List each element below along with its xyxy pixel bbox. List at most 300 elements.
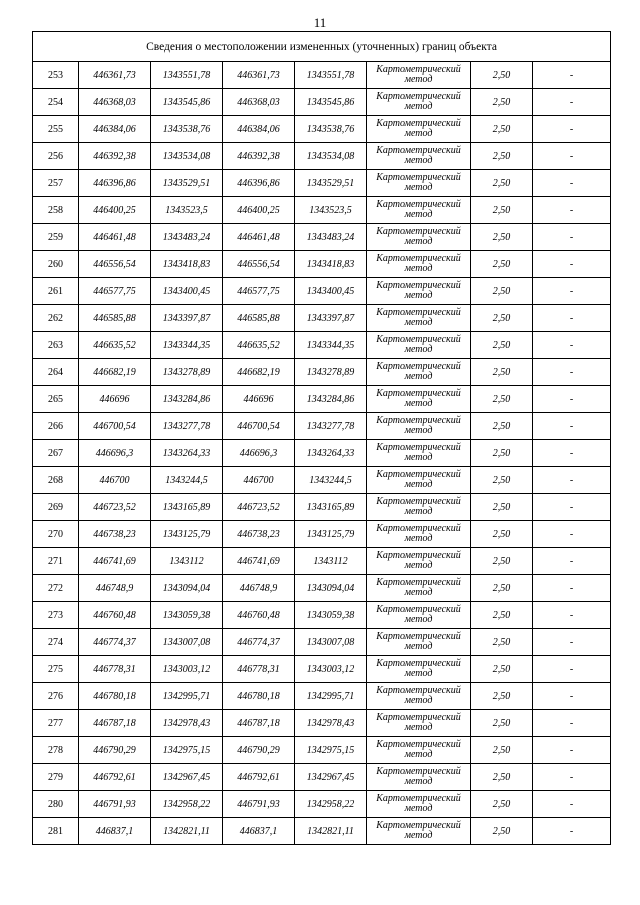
method-line-1: Картометрический bbox=[376, 172, 461, 183]
description-cell: - bbox=[533, 710, 611, 737]
method-line-2: метод bbox=[404, 155, 433, 166]
method-line-1: Картометрический bbox=[376, 793, 461, 804]
refined-y-cell: 1342975,15 bbox=[295, 737, 367, 764]
precision-cell: 2,50 bbox=[471, 89, 533, 116]
method-line-2: метод bbox=[404, 668, 433, 679]
refined-x-cell: 446696 bbox=[223, 386, 295, 413]
refined-x-cell: 446700,54 bbox=[223, 413, 295, 440]
precision-cell: 2,50 bbox=[471, 62, 533, 89]
refined-x-cell: 446741,69 bbox=[223, 548, 295, 575]
table-row bbox=[33, 521, 611, 548]
existing-y-cell: 1343244,5 bbox=[151, 467, 223, 494]
method-cell bbox=[367, 602, 471, 629]
existing-x-cell: 446700 bbox=[79, 467, 151, 494]
method-cell bbox=[367, 386, 471, 413]
method-line-1: Картометрический bbox=[376, 658, 461, 669]
method-cell bbox=[367, 116, 471, 143]
existing-x-cell: 446396,86 bbox=[79, 170, 151, 197]
refined-y-cell: 1343545,86 bbox=[295, 89, 367, 116]
point-number-cell: 279 bbox=[33, 764, 79, 791]
precision-cell: 2,50 bbox=[471, 197, 533, 224]
table-row bbox=[33, 332, 611, 359]
existing-x-cell: 446837,1 bbox=[79, 818, 151, 845]
point-number-cell: 266 bbox=[33, 413, 79, 440]
existing-x-cell: 446700,54 bbox=[79, 413, 151, 440]
description-cell: - bbox=[533, 494, 611, 521]
method-line-2: метод bbox=[404, 344, 433, 355]
method-line-1: Картометрический bbox=[376, 64, 461, 75]
description-cell: - bbox=[533, 629, 611, 656]
method-line-1: Картометрический bbox=[376, 496, 461, 507]
method-cell bbox=[367, 278, 471, 305]
method-line-2: метод bbox=[404, 182, 433, 193]
precision-cell: 2,50 bbox=[471, 494, 533, 521]
table-row bbox=[33, 386, 611, 413]
existing-y-cell: 1343534,08 bbox=[151, 143, 223, 170]
existing-x-cell: 446723,52 bbox=[79, 494, 151, 521]
method-line-1: Картометрический bbox=[376, 280, 461, 291]
refined-y-cell: 1343244,5 bbox=[295, 467, 367, 494]
refined-x-cell: 446778,31 bbox=[223, 656, 295, 683]
refined-x-cell: 446400,25 bbox=[223, 197, 295, 224]
table-row bbox=[33, 602, 611, 629]
table-row bbox=[33, 656, 611, 683]
point-number-cell: 278 bbox=[33, 737, 79, 764]
description-cell: - bbox=[533, 305, 611, 332]
refined-y-cell: 1343344,35 bbox=[295, 332, 367, 359]
refined-x-cell: 446577,75 bbox=[223, 278, 295, 305]
method-line-1: Картометрический bbox=[376, 91, 461, 102]
point-number-cell: 280 bbox=[33, 791, 79, 818]
method-line-1: Картометрический bbox=[376, 685, 461, 696]
precision-cell: 2,50 bbox=[471, 656, 533, 683]
existing-x-cell: 446461,48 bbox=[79, 224, 151, 251]
refined-x-cell: 446748,9 bbox=[223, 575, 295, 602]
refined-y-cell: 1343534,08 bbox=[295, 143, 367, 170]
refined-y-cell: 1342978,43 bbox=[295, 710, 367, 737]
description-cell: - bbox=[533, 683, 611, 710]
precision-cell: 2,50 bbox=[471, 575, 533, 602]
description-cell: - bbox=[533, 818, 611, 845]
existing-y-cell: 1343165,89 bbox=[151, 494, 223, 521]
existing-y-cell: 1342995,71 bbox=[151, 683, 223, 710]
refined-y-cell: 1343397,87 bbox=[295, 305, 367, 332]
method-line-1: Картометрический bbox=[376, 442, 461, 453]
existing-y-cell: 1343551,78 bbox=[151, 62, 223, 89]
refined-x-cell: 446792,61 bbox=[223, 764, 295, 791]
method-line-1: Картометрический bbox=[376, 712, 461, 723]
method-cell bbox=[367, 818, 471, 845]
existing-x-cell: 446392,38 bbox=[79, 143, 151, 170]
refined-y-cell: 1343538,76 bbox=[295, 116, 367, 143]
method-cell bbox=[367, 89, 471, 116]
method-line-2: метод bbox=[404, 263, 433, 274]
existing-y-cell: 1343007,08 bbox=[151, 629, 223, 656]
table-row bbox=[33, 548, 611, 575]
existing-x-cell: 446696 bbox=[79, 386, 151, 413]
table-row bbox=[33, 359, 611, 386]
description-cell: - bbox=[533, 386, 611, 413]
existing-x-cell: 446556,54 bbox=[79, 251, 151, 278]
method-line-2: метод bbox=[404, 560, 433, 571]
description-cell: - bbox=[533, 359, 611, 386]
description-cell: - bbox=[533, 602, 611, 629]
description-cell: - bbox=[533, 413, 611, 440]
existing-y-cell: 1343059,38 bbox=[151, 602, 223, 629]
table-row bbox=[33, 170, 611, 197]
refined-x-cell: 446585,88 bbox=[223, 305, 295, 332]
method-line-1: Картометрический bbox=[376, 577, 461, 588]
description-cell: - bbox=[533, 737, 611, 764]
page-number: 11 bbox=[313, 15, 327, 30]
table-row bbox=[33, 224, 611, 251]
method-line-2: метод bbox=[404, 74, 433, 85]
description-cell: - bbox=[533, 251, 611, 278]
method-cell bbox=[367, 656, 471, 683]
existing-x-cell: 446384,06 bbox=[79, 116, 151, 143]
method-line-1: Картометрический bbox=[376, 739, 461, 750]
method-line-1: Картометрический bbox=[376, 334, 461, 345]
point-number-cell: 264 bbox=[33, 359, 79, 386]
precision-cell: 2,50 bbox=[471, 251, 533, 278]
precision-cell: 2,50 bbox=[471, 710, 533, 737]
refined-y-cell: 1343003,12 bbox=[295, 656, 367, 683]
existing-y-cell: 1343523,5 bbox=[151, 197, 223, 224]
point-number-cell: 269 bbox=[33, 494, 79, 521]
point-number-cell: 273 bbox=[33, 602, 79, 629]
description-cell: - bbox=[533, 89, 611, 116]
existing-y-cell: 1343094,04 bbox=[151, 575, 223, 602]
point-number-cell: 276 bbox=[33, 683, 79, 710]
boundary-coordinates-table bbox=[32, 31, 611, 845]
method-line-2: метод bbox=[404, 641, 433, 652]
precision-cell: 2,50 bbox=[471, 521, 533, 548]
existing-y-cell: 1343529,51 bbox=[151, 170, 223, 197]
table-row bbox=[33, 305, 611, 332]
point-number-cell: 263 bbox=[33, 332, 79, 359]
point-number-cell: 267 bbox=[33, 440, 79, 467]
method-line-1: Картометрический bbox=[376, 415, 461, 426]
method-line-2: метод bbox=[404, 587, 433, 598]
point-number-cell: 271 bbox=[33, 548, 79, 575]
precision-cell: 2,50 bbox=[471, 737, 533, 764]
method-line-2: метод bbox=[404, 722, 433, 733]
method-line-1: Картометрический bbox=[376, 820, 461, 831]
method-line-1: Картометрический bbox=[376, 631, 461, 642]
point-number-cell: 274 bbox=[33, 629, 79, 656]
table-row bbox=[33, 116, 611, 143]
refined-x-cell: 446396,86 bbox=[223, 170, 295, 197]
existing-y-cell: 1343003,12 bbox=[151, 656, 223, 683]
method-line-2: метод bbox=[404, 317, 433, 328]
precision-cell: 2,50 bbox=[471, 818, 533, 845]
method-line-2: метод bbox=[404, 614, 433, 625]
table-row bbox=[33, 683, 611, 710]
description-cell: - bbox=[533, 332, 611, 359]
existing-x-cell: 446780,18 bbox=[79, 683, 151, 710]
existing-y-cell: 1343112 bbox=[151, 548, 223, 575]
method-cell bbox=[367, 710, 471, 737]
point-number-cell: 260 bbox=[33, 251, 79, 278]
refined-x-cell: 446791,93 bbox=[223, 791, 295, 818]
point-number-cell: 270 bbox=[33, 521, 79, 548]
table-row bbox=[33, 575, 611, 602]
method-line-2: метод bbox=[404, 290, 433, 301]
refined-x-cell: 446723,52 bbox=[223, 494, 295, 521]
method-cell bbox=[367, 548, 471, 575]
method-line-2: метод bbox=[404, 695, 433, 706]
description-cell: - bbox=[533, 116, 611, 143]
existing-x-cell: 446787,18 bbox=[79, 710, 151, 737]
existing-x-cell: 446682,19 bbox=[79, 359, 151, 386]
table-row bbox=[33, 251, 611, 278]
method-cell bbox=[367, 359, 471, 386]
refined-y-cell: 1342958,22 bbox=[295, 791, 367, 818]
precision-cell: 2,50 bbox=[471, 332, 533, 359]
refined-x-cell: 446392,38 bbox=[223, 143, 295, 170]
refined-x-cell: 446787,18 bbox=[223, 710, 295, 737]
refined-x-cell: 446635,52 bbox=[223, 332, 295, 359]
refined-y-cell: 1342967,45 bbox=[295, 764, 367, 791]
description-cell: - bbox=[533, 575, 611, 602]
method-line-2: метод bbox=[404, 128, 433, 139]
method-line-2: метод bbox=[404, 209, 433, 220]
point-number-cell: 277 bbox=[33, 710, 79, 737]
existing-x-cell: 446792,61 bbox=[79, 764, 151, 791]
existing-y-cell: 1342978,43 bbox=[151, 710, 223, 737]
point-number-cell: 253 bbox=[33, 62, 79, 89]
method-cell bbox=[367, 197, 471, 224]
refined-x-cell: 446700 bbox=[223, 467, 295, 494]
method-cell bbox=[367, 62, 471, 89]
precision-cell: 2,50 bbox=[471, 791, 533, 818]
description-cell: - bbox=[533, 764, 611, 791]
description-cell: - bbox=[533, 143, 611, 170]
existing-y-cell: 1343483,24 bbox=[151, 224, 223, 251]
existing-y-cell: 1343264,33 bbox=[151, 440, 223, 467]
table-row bbox=[33, 737, 611, 764]
table-row bbox=[33, 818, 611, 845]
existing-x-cell: 446774,37 bbox=[79, 629, 151, 656]
method-line-2: метод bbox=[404, 533, 433, 544]
refined-y-cell: 1343112 bbox=[295, 548, 367, 575]
method-cell bbox=[367, 305, 471, 332]
description-cell: - bbox=[533, 224, 611, 251]
method-line-1: Картометрический bbox=[376, 199, 461, 210]
point-number-cell: 259 bbox=[33, 224, 79, 251]
refined-y-cell: 1342821,11 bbox=[295, 818, 367, 845]
table-row bbox=[33, 791, 611, 818]
existing-y-cell: 1343545,86 bbox=[151, 89, 223, 116]
existing-x-cell: 446577,75 bbox=[79, 278, 151, 305]
precision-cell: 2,50 bbox=[471, 386, 533, 413]
existing-y-cell: 1343125,79 bbox=[151, 521, 223, 548]
method-cell bbox=[367, 224, 471, 251]
existing-y-cell: 1342958,22 bbox=[151, 791, 223, 818]
method-line-2: метод bbox=[404, 803, 433, 814]
description-cell: - bbox=[533, 548, 611, 575]
method-cell bbox=[367, 143, 471, 170]
method-line-1: Картометрический bbox=[376, 766, 461, 777]
refined-y-cell: 1343483,24 bbox=[295, 224, 367, 251]
refined-x-cell: 446556,54 bbox=[223, 251, 295, 278]
table-row bbox=[33, 278, 611, 305]
point-number-cell: 258 bbox=[33, 197, 79, 224]
method-cell bbox=[367, 413, 471, 440]
description-cell: - bbox=[533, 278, 611, 305]
existing-x-cell: 446748,9 bbox=[79, 575, 151, 602]
refined-y-cell: 1343529,51 bbox=[295, 170, 367, 197]
existing-x-cell: 446790,29 bbox=[79, 737, 151, 764]
precision-cell: 2,50 bbox=[471, 764, 533, 791]
precision-cell: 2,50 bbox=[471, 278, 533, 305]
refined-x-cell: 446790,29 bbox=[223, 737, 295, 764]
refined-y-cell: 1343007,08 bbox=[295, 629, 367, 656]
description-cell: - bbox=[533, 467, 611, 494]
method-line-2: метод bbox=[404, 371, 433, 382]
refined-x-cell: 446760,48 bbox=[223, 602, 295, 629]
method-cell bbox=[367, 251, 471, 278]
precision-cell: 2,50 bbox=[471, 629, 533, 656]
existing-x-cell: 446738,23 bbox=[79, 521, 151, 548]
table-row bbox=[33, 89, 611, 116]
table-row bbox=[33, 62, 611, 89]
point-number-cell: 281 bbox=[33, 818, 79, 845]
method-line-2: метод bbox=[404, 776, 433, 787]
method-line-1: Картометрический bbox=[376, 388, 461, 399]
method-line-2: метод bbox=[404, 830, 433, 841]
refined-y-cell: 1343400,45 bbox=[295, 278, 367, 305]
existing-y-cell: 1343344,35 bbox=[151, 332, 223, 359]
refined-y-cell: 1343278,89 bbox=[295, 359, 367, 386]
method-line-1: Картометрический bbox=[376, 523, 461, 534]
refined-y-cell: 1343551,78 bbox=[295, 62, 367, 89]
refined-x-cell: 446384,06 bbox=[223, 116, 295, 143]
description-cell: - bbox=[533, 521, 611, 548]
existing-x-cell: 446400,25 bbox=[79, 197, 151, 224]
description-cell: - bbox=[533, 656, 611, 683]
description-cell: - bbox=[533, 791, 611, 818]
precision-cell: 2,50 bbox=[471, 224, 533, 251]
existing-x-cell: 446696,3 bbox=[79, 440, 151, 467]
table-row bbox=[33, 440, 611, 467]
method-line-1: Картометрический bbox=[376, 307, 461, 318]
method-cell bbox=[367, 467, 471, 494]
precision-cell: 2,50 bbox=[471, 683, 533, 710]
existing-y-cell: 1342821,11 bbox=[151, 818, 223, 845]
existing-y-cell: 1343418,83 bbox=[151, 251, 223, 278]
method-cell bbox=[367, 494, 471, 521]
method-line-1: Картометрический bbox=[376, 361, 461, 372]
description-cell: - bbox=[533, 440, 611, 467]
refined-y-cell: 1342995,71 bbox=[295, 683, 367, 710]
precision-cell: 2,50 bbox=[471, 359, 533, 386]
point-number-cell: 261 bbox=[33, 278, 79, 305]
method-line-2: метод bbox=[404, 101, 433, 112]
refined-x-cell: 446738,23 bbox=[223, 521, 295, 548]
refined-x-cell: 446780,18 bbox=[223, 683, 295, 710]
method-line-2: метод bbox=[404, 425, 433, 436]
refined-y-cell: 1343059,38 bbox=[295, 602, 367, 629]
existing-y-cell: 1343277,78 bbox=[151, 413, 223, 440]
precision-cell: 2,50 bbox=[471, 413, 533, 440]
refined-x-cell: 446837,1 bbox=[223, 818, 295, 845]
existing-y-cell: 1343538,76 bbox=[151, 116, 223, 143]
existing-x-cell: 446368,03 bbox=[79, 89, 151, 116]
table-row bbox=[33, 710, 611, 737]
precision-cell: 2,50 bbox=[471, 116, 533, 143]
point-number-cell: 275 bbox=[33, 656, 79, 683]
point-number-cell: 255 bbox=[33, 116, 79, 143]
precision-cell: 2,50 bbox=[471, 548, 533, 575]
precision-cell: 2,50 bbox=[471, 170, 533, 197]
method-cell bbox=[367, 170, 471, 197]
refined-x-cell: 446774,37 bbox=[223, 629, 295, 656]
existing-y-cell: 1342967,45 bbox=[151, 764, 223, 791]
precision-cell: 2,50 bbox=[471, 143, 533, 170]
description-cell: - bbox=[533, 197, 611, 224]
refined-x-cell: 446368,03 bbox=[223, 89, 295, 116]
method-cell bbox=[367, 575, 471, 602]
point-number-cell: 268 bbox=[33, 467, 79, 494]
existing-x-cell: 446585,88 bbox=[79, 305, 151, 332]
existing-y-cell: 1343278,89 bbox=[151, 359, 223, 386]
refined-y-cell: 1343125,79 bbox=[295, 521, 367, 548]
refined-y-cell: 1343284,86 bbox=[295, 386, 367, 413]
method-line-2: метод bbox=[404, 479, 433, 490]
method-cell bbox=[367, 521, 471, 548]
method-line-2: метод bbox=[404, 398, 433, 409]
existing-y-cell: 1343400,45 bbox=[151, 278, 223, 305]
method-line-2: метод bbox=[404, 749, 433, 760]
method-line-2: метод bbox=[404, 452, 433, 463]
precision-cell: 2,50 bbox=[471, 467, 533, 494]
point-number-cell: 256 bbox=[33, 143, 79, 170]
method-cell bbox=[367, 440, 471, 467]
table-header: Сведения о местоположении измененных (уточненных) границ объекта bbox=[33, 32, 611, 62]
method-cell bbox=[367, 764, 471, 791]
table-row bbox=[33, 413, 611, 440]
refined-y-cell: 1343277,78 bbox=[295, 413, 367, 440]
refined-y-cell: 1343523,5 bbox=[295, 197, 367, 224]
existing-y-cell: 1343397,87 bbox=[151, 305, 223, 332]
precision-cell: 2,50 bbox=[471, 305, 533, 332]
refined-y-cell: 1343264,33 bbox=[295, 440, 367, 467]
precision-cell: 2,50 bbox=[471, 602, 533, 629]
method-cell bbox=[367, 629, 471, 656]
method-cell bbox=[367, 683, 471, 710]
method-line-1: Картометрический bbox=[376, 226, 461, 237]
table-row bbox=[33, 467, 611, 494]
table-row bbox=[33, 764, 611, 791]
description-cell: - bbox=[533, 170, 611, 197]
method-line-1: Картометрический bbox=[376, 604, 461, 615]
existing-x-cell: 446361,73 bbox=[79, 62, 151, 89]
method-line-1: Картометрический bbox=[376, 145, 461, 156]
existing-x-cell: 446760,48 bbox=[79, 602, 151, 629]
method-line-1: Картометрический bbox=[376, 550, 461, 561]
table-row bbox=[33, 629, 611, 656]
table-row bbox=[33, 494, 611, 521]
refined-y-cell: 1343418,83 bbox=[295, 251, 367, 278]
method-line-1: Картометрический bbox=[376, 253, 461, 264]
refined-x-cell: 446361,73 bbox=[223, 62, 295, 89]
existing-x-cell: 446741,69 bbox=[79, 548, 151, 575]
method-cell bbox=[367, 332, 471, 359]
table-header-row bbox=[33, 32, 611, 62]
method-line-2: метод bbox=[404, 506, 433, 517]
point-number-cell: 254 bbox=[33, 89, 79, 116]
